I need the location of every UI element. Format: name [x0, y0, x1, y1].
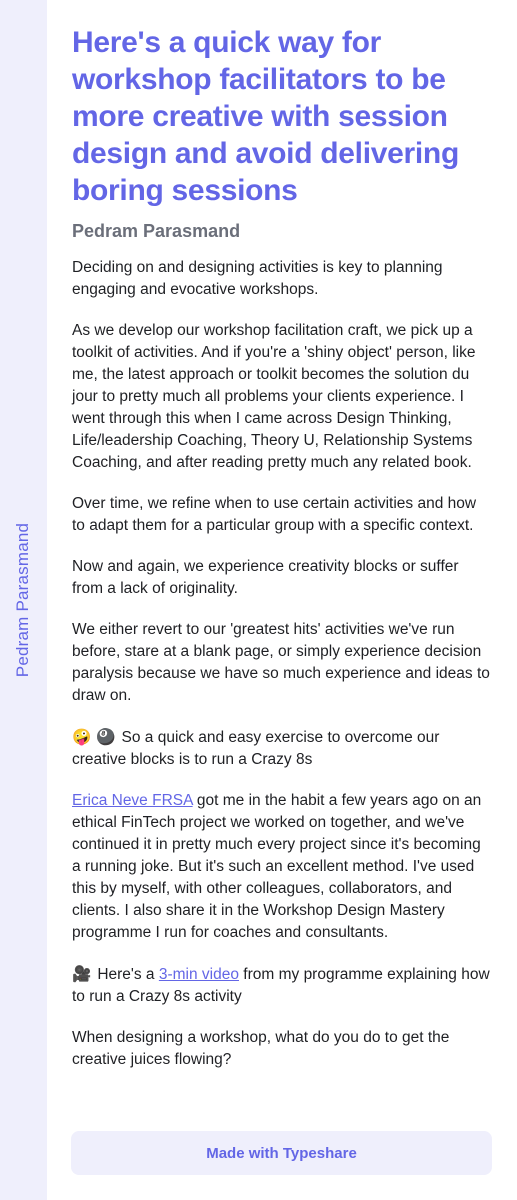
sidebar: [0, 0, 47, 1200]
post-body: [72, 257, 492, 1071]
paragraph: As we develop our workshop facilitation craft, we pick up a toolkit of activities. And if you're a 'shiny object' person, like me, the latest approach or toolkit becomes the solution du jour to pretty much all problems your clients experience. I went through this when I came across Design Thinking, Life/leadership Coaching, Theory U, Relationship Systems Coaching, and after reading pretty much any related book.: [72, 322, 476, 471]
paragraph: Deciding on and designing activities is key to planning engaging and evocative workshops.: [72, 259, 443, 298]
paragraph: When designing a workshop, what do you do to get the creative juices flowing?: [72, 1029, 450, 1068]
erica-neve-link[interactable]: Erica Neve FRSA: [72, 792, 193, 809]
video-link[interactable]: 3-min video: [158, 966, 239, 983]
paragraph-text: from my programme explaining how to run a Crazy 8s activity: [72, 966, 490, 1005]
paragraph: Now and again, we experience creativity blocks or suffer from a lack of originality.: [72, 558, 459, 597]
paragraph-text: So a quick and easy exercise to overcome our creative blocks is to run a Crazy 8s: [72, 729, 440, 768]
paragraph-text: got me in the habit a few years ago on an ethical FinTech project we worked on together, and we've continued it in pretty much every project since it's becoming a running joke. But it's such an excellent method. I've used this by myself, with other colleagues, collaborators, and clients. I also share it in the Workshop Design Mastery programme I run for coaches and consultants.: [72, 792, 482, 941]
paragraph: We either revert to our 'greatest hits' activities we've run before, stare at a blank page, or simply experience decision paralysis because we have so much experience and ideas to draw on.: [72, 621, 490, 704]
made-with-typeshare-button[interactable]: Made with Typeshare: [71, 1131, 492, 1175]
zany-face-and-8-ball-icon: 🤪 🎱: [72, 728, 116, 746]
post-title: Here's a quick way for workshop facilitators to be more creative with session design and avoid delivering boring sessions: [72, 26, 459, 207]
sidebar-author-name: Pedram Parasmand: [13, 522, 32, 678]
paragraph: [72, 963, 492, 1008]
post-content: [72, 24, 492, 1090]
paragraph: [72, 726, 492, 771]
paragraph: [72, 790, 492, 944]
post-author: Pedram Parasmand: [72, 221, 241, 241]
paragraph-text: Here's a: [97, 966, 159, 983]
paragraph: Over time, we refine when to use certain activities and how to adapt them for a particular group with a specific context.: [72, 495, 477, 534]
movie-camera-icon: 🎥: [72, 965, 92, 983]
